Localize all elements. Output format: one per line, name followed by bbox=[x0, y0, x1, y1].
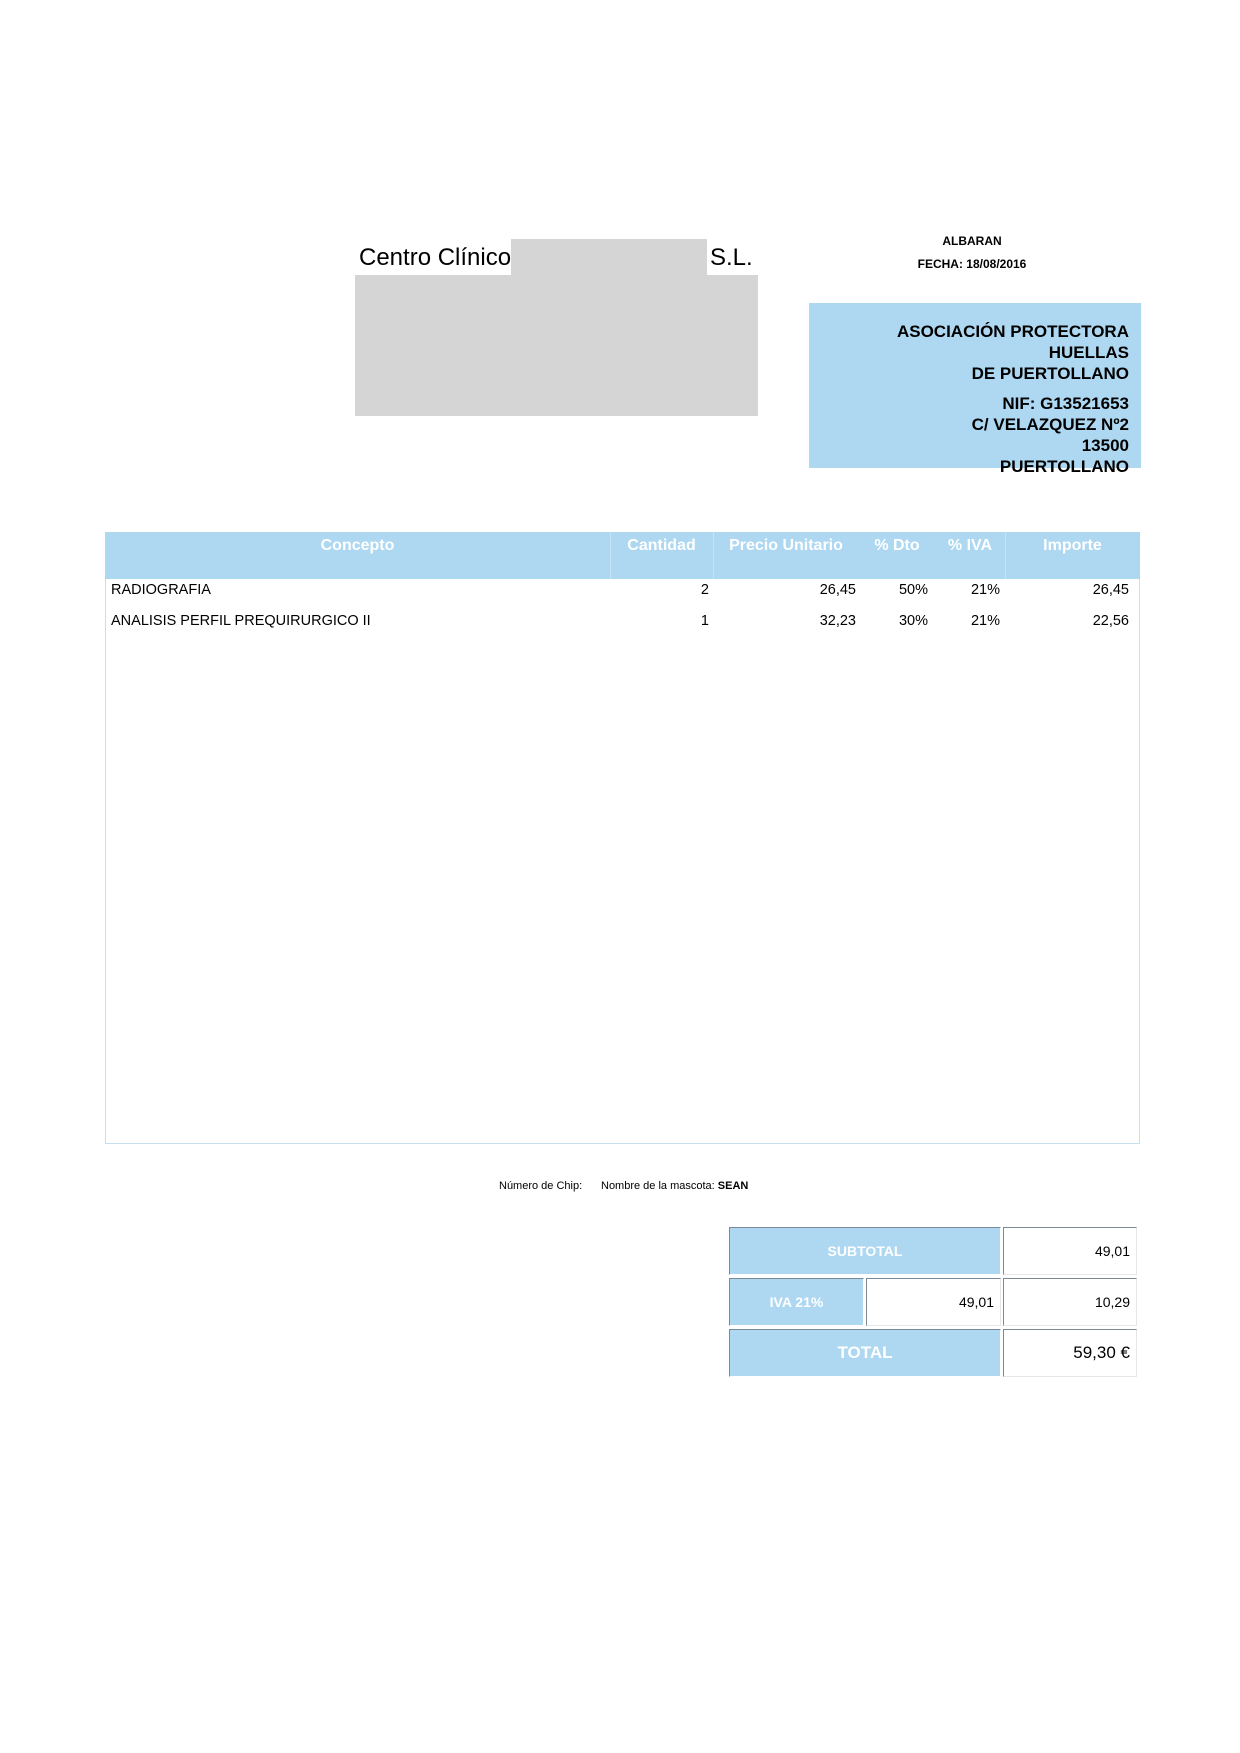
redacted-company-name bbox=[511, 239, 707, 275]
table-row bbox=[105, 578, 1140, 602]
subtotal-label: SUBTOTAL bbox=[729, 1227, 1001, 1275]
client-postal-code: 13500 bbox=[1081, 436, 1129, 455]
client-name-line1: ASOCIACIÓN PROTECTORA HUELLAS bbox=[896, 322, 1129, 362]
header-concept: Concepto bbox=[320, 537, 395, 554]
header-quantity: Cantidad bbox=[627, 537, 696, 554]
header-unit-price: Precio Unitario bbox=[729, 537, 843, 554]
row-amount: 26,45 bbox=[1092, 582, 1129, 598]
items-table-header bbox=[105, 532, 1140, 579]
document-date: FECHA: 18/08/2016 bbox=[917, 257, 1027, 271]
row-concept: ANALISIS PERFIL PREQUIRURGICO II bbox=[111, 613, 371, 629]
client-city: PUERTOLLANO bbox=[999, 457, 1129, 476]
header-vat: % IVA bbox=[947, 537, 993, 554]
row-vat: 21% bbox=[970, 582, 1000, 598]
redacted-company-address bbox=[355, 275, 758, 416]
document-type: ALBARAN bbox=[942, 234, 1002, 248]
vat-base: 49,01 bbox=[866, 1278, 1001, 1326]
row-amount: 22,56 bbox=[1092, 613, 1129, 629]
pet-name bbox=[601, 1180, 748, 1192]
header-amount: Importe bbox=[1043, 537, 1102, 554]
client-name-line2: DE PUERTOLLANO bbox=[971, 364, 1129, 383]
row-unit-price: 26,45 bbox=[819, 582, 856, 598]
pet-name-label: Nombre de la mascota: bbox=[601, 1180, 715, 1192]
vat-label: IVA 21% bbox=[729, 1278, 864, 1326]
subtotal-value: 49,01 bbox=[1003, 1227, 1137, 1275]
client-street: C/ VELAZQUEZ Nº2 bbox=[971, 415, 1129, 434]
row-unit-price: 32,23 bbox=[819, 613, 856, 629]
client-nif: NIF: G13521653 bbox=[1002, 394, 1129, 413]
pet-name-value: SEAN bbox=[717, 1180, 749, 1192]
row-discount: 30% bbox=[898, 613, 928, 629]
row-concept: RADIOGRAFIA bbox=[111, 582, 211, 598]
vat-value: 10,29 bbox=[1003, 1278, 1137, 1326]
client-box bbox=[809, 303, 1141, 476]
row-discount: 50% bbox=[898, 582, 928, 598]
row-quantity: 1 bbox=[700, 613, 709, 629]
table-row bbox=[105, 609, 1140, 633]
company-name: Centro Clínico bbox=[359, 244, 512, 271]
company-suffix: S.L. bbox=[710, 244, 753, 271]
row-quantity: 2 bbox=[700, 582, 709, 598]
header-discount: % Dto bbox=[874, 537, 920, 554]
chip-number-label: Número de Chip: bbox=[499, 1180, 583, 1192]
total-label: TOTAL bbox=[729, 1329, 1001, 1377]
total-value: 59,30 € bbox=[1003, 1329, 1137, 1377]
row-vat: 21% bbox=[970, 613, 1000, 629]
